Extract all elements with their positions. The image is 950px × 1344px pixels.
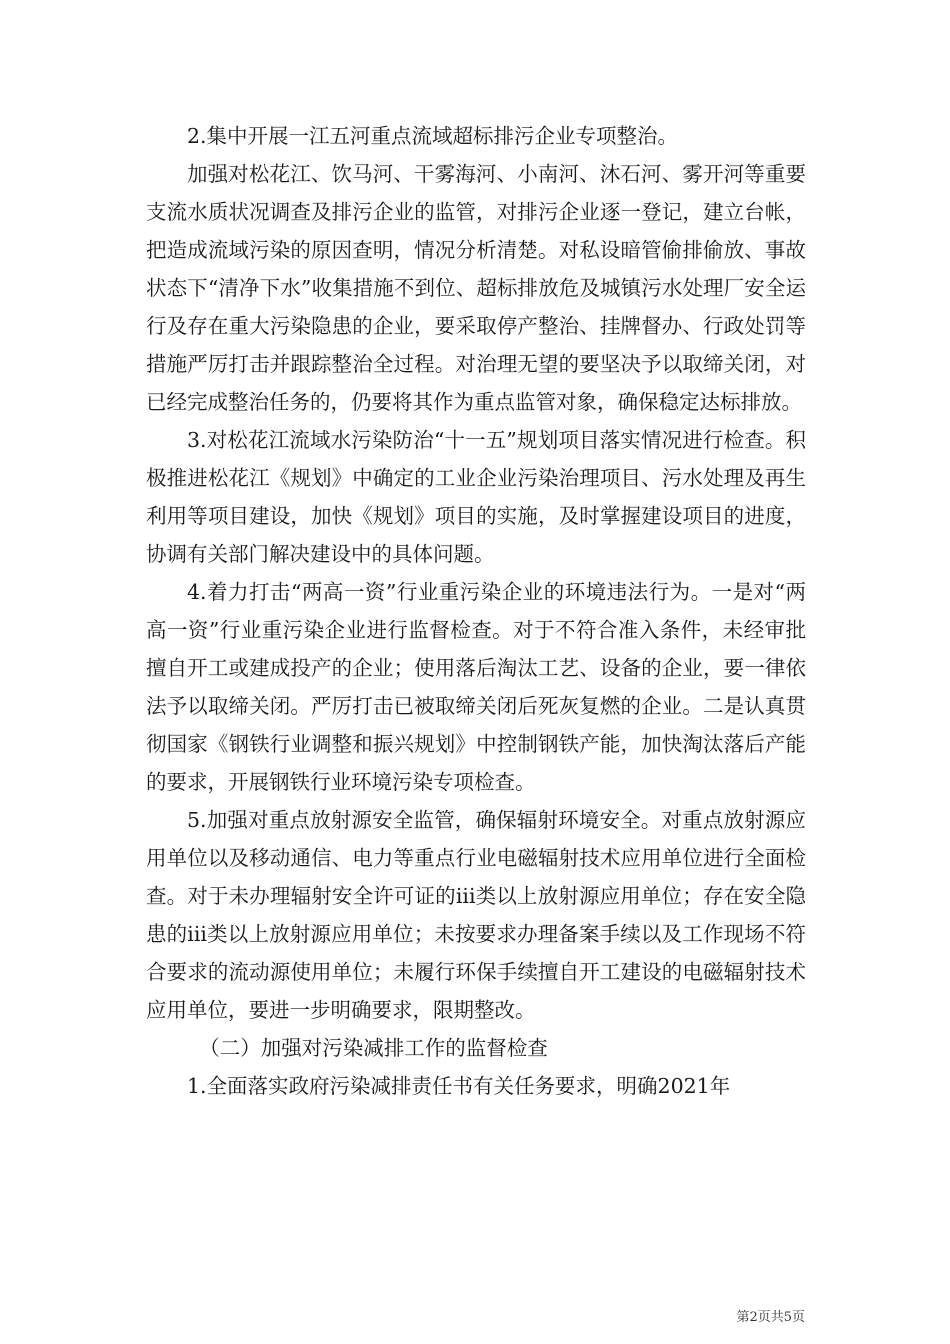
paragraph-item-5: 5.加强对重点放射源安全监管，确保辐射环境安全。对重点放射源应用单位以及移动通信、电力等重点行业电磁辐射技术应用单位进行全面检查。对于未办理辐射安全许可证的iii类以上放射源应用单位；存在安全隐患的iii类以上放射源应用单位；未按要求办理备案手续以及工作现场不符合要求的流动源使用单位；未履行环保手续擅自开工建设的电磁辐射技术应用单位，要进一步明确要求，限期整改。 — [146, 808, 806, 1022]
page-footer: 第2页共5页 — [736, 1310, 805, 1325]
section-heading: （二）加强对污染减排工作的监督检查 — [199, 1036, 548, 1060]
paragraph-item-2: 2.集中开展一江五河重点流域超标排污企业专项整治。 — [187, 124, 679, 148]
paragraph-item-3: 3.对松花江流域水污染防治“十一五”规划项目落实情况进行检查。积极推进松花江《规划》中确定的工业企业污染治理项目、污水处理及再生利用等项目建设，加快《规划》项目的实施，及时掌握建设项目的进度，协调有关部门解决建设中的具体问题。 — [146, 428, 806, 566]
paragraph-body-2: 加强对松花江、饮马河、干雾海河、小南河、沐石河、雾开河等重要支流水质状况调查及排污企业的监管，对排污企业逐一登记，建立台帐，把造成流域污染的原因查明，情况分析清楚。对私设暗管偷排偷放、事故状态下“清净下水”收集措施不到位、超标排放危及城镇污水处理厂安全运行及存在重大污染隐患的企业，要采取停产整治、挂牌督办、行政处罚等措施严厉打击并跟踪整治全过程。对治理无望的要坚决予以取缔关闭，对已经完成整治任务的，仍要将其作为重点监管对象，确保稳定达标排放。 — [146, 162, 806, 414]
paragraph-item-1: 1.全面落实政府污染减排责任书有关任务要求，明确2021年 — [187, 1074, 731, 1098]
document-body — [146, 117, 806, 1105]
paragraph-item-4: 4.着力打击“两高一资”行业重污染企业的环境违法行为。一是对“两高一资”行业重污染企业进行监督检查。对于不符合准入条件，未经审批擅自开工或建成投产的企业；使用落后淘汰工艺、设备的企业，要一律依法予以取缔关闭。严厉打击已被取缔关闭后死灰复燃的企业。二是认真贯彻国家《钢铁行业调整和振兴规划》中控制钢铁产能，加快淘汰落后产能的要求，开展钢铁行业环境污染专项检查。 — [146, 580, 806, 794]
